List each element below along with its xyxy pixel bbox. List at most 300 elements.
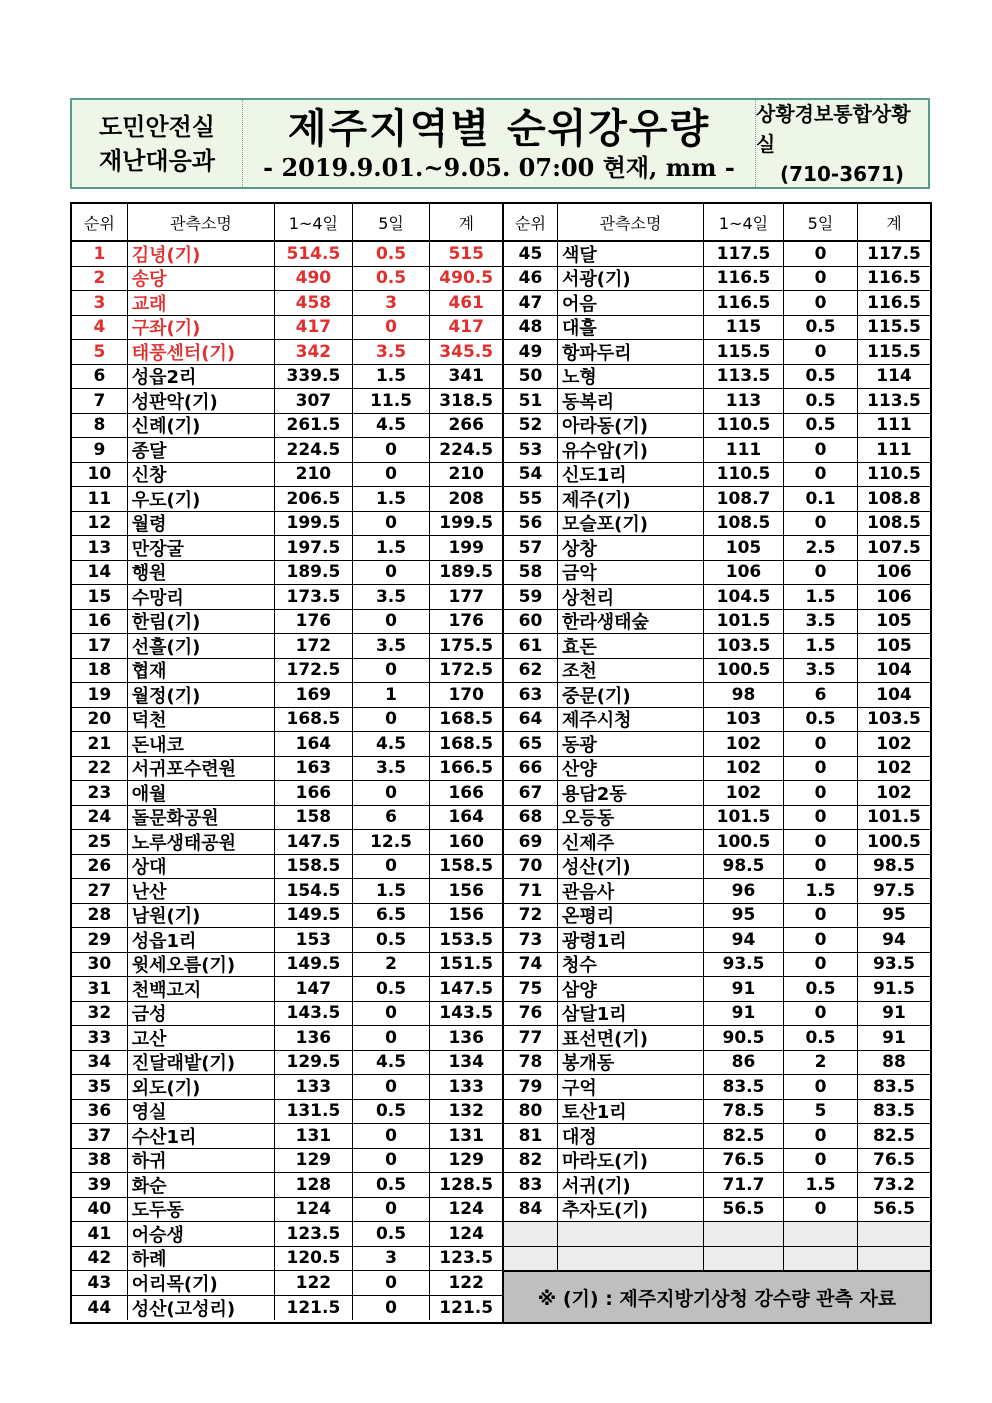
station-name: 우도(기) [131, 489, 201, 511]
table-row [504, 267, 930, 292]
rain-days-1-4-cell: 116.5 [704, 267, 784, 291]
rain-days-1-4-cell: 117.5 [704, 242, 784, 266]
rain-total-cell: 160 [448, 831, 484, 852]
table-row [72, 879, 502, 904]
rank-cell: 74 [504, 953, 558, 977]
table-row [504, 708, 930, 733]
rain-total-cell: 95 [882, 905, 906, 926]
table-row [72, 1124, 502, 1149]
col-header-total: 계 [458, 213, 474, 233]
rank-cell: 34 [72, 1051, 128, 1075]
rain-day-5-cell: 0 [784, 438, 858, 462]
table-row [504, 1002, 930, 1027]
station-name: 삼달1리 [562, 1004, 627, 1025]
rain-total-cell: 124 [448, 1223, 484, 1244]
station-name: 만장굴 [131, 538, 184, 560]
station-name-cell [558, 1173, 704, 1197]
table-row [504, 463, 930, 488]
rain-total-cell: 176 [448, 611, 484, 632]
rain-total-cell: 73.2 [873, 1174, 915, 1195]
station-name-cell [128, 1124, 275, 1148]
station-name-cell [558, 1002, 704, 1026]
rank-cell: 32 [72, 1002, 128, 1026]
station-name-cell [128, 1271, 275, 1295]
table-row [72, 1247, 502, 1272]
rain-total-cell: 115.5 [867, 317, 921, 338]
table-row [72, 291, 502, 316]
station-name-cell [558, 463, 704, 487]
station-name: 상천리 [562, 587, 615, 609]
rain-days-1-4-cell: 197.5 [275, 536, 353, 560]
table-row [504, 806, 930, 831]
station-name-cell [128, 830, 275, 854]
table-row [72, 1271, 502, 1296]
station-name-cell [128, 781, 275, 805]
rain-total-cell: 103.5 [867, 709, 921, 730]
station-name-cell [558, 1051, 704, 1075]
rain-total-cell: 170 [448, 684, 484, 705]
rain-day-5-cell: 0 [353, 512, 431, 536]
rain-days-1-4-cell: 169 [275, 683, 353, 707]
station-name: 상대 [131, 857, 167, 878]
rank-cell: 16 [72, 610, 128, 634]
rain-day-5-cell: 0 [353, 1198, 431, 1222]
station-name-cell [558, 316, 704, 340]
rank-cell: 37 [72, 1124, 128, 1148]
station-name: 성읍2리 [131, 367, 197, 388]
rain-total-cell: 129 [448, 1150, 484, 1171]
station-name: 돈내코 [131, 734, 184, 756]
station-name-cell [128, 904, 275, 928]
table-row [72, 610, 502, 635]
rain-day-5-cell: 3.5 [784, 610, 858, 634]
rank-cell: 33 [72, 1026, 128, 1050]
rain-day-5-cell: 0 [784, 291, 858, 315]
station-name: 서광(기) [562, 269, 631, 290]
table-row [504, 316, 930, 341]
rain-days-1-4-cell: 166 [275, 781, 353, 805]
rank-cell: 5 [72, 340, 128, 364]
station-name: 한라생태숲 [562, 612, 649, 633]
station-name: 금악 [562, 563, 597, 584]
rain-total-cell: 166 [448, 782, 484, 803]
station-name-cell [128, 389, 275, 413]
rain-day-5-cell: 0 [353, 1149, 431, 1173]
table-row [504, 438, 930, 463]
rain-days-1-4-cell: 100.5 [704, 830, 784, 854]
rain-days-1-4-cell: 149.5 [275, 953, 353, 977]
station-name-cell [128, 1173, 275, 1197]
rain-day-5-cell: 3.5 [353, 340, 431, 364]
table-row [504, 977, 930, 1002]
rain-days-1-4-cell: 91 [704, 1002, 784, 1026]
station-name-cell [558, 536, 704, 560]
rain-days-1-4-cell: 56.5 [704, 1198, 784, 1222]
rank-cell: 18 [72, 659, 128, 683]
col-header-day-5: 5일 [353, 204, 431, 240]
rank-cell: 67 [504, 781, 558, 805]
table-row [72, 365, 502, 390]
table-row [72, 708, 502, 733]
rain-days-1-4-cell: 120.5 [275, 1247, 353, 1271]
table-row [504, 757, 930, 782]
station-name: 태풍센터(기) [131, 342, 236, 364]
rain-total-cell: 98.5 [873, 856, 915, 877]
station-name-cell [558, 879, 704, 903]
station-name: 서귀포수련원 [131, 759, 237, 780]
station-name: 성산(기) [562, 857, 631, 878]
table-row [504, 1124, 930, 1149]
rain-day-5-cell: 0 [353, 1026, 431, 1050]
rain-days-1-4-cell: 206.5 [275, 487, 353, 511]
rain-day-5-cell: 0 [353, 708, 431, 732]
rain-total-cell: 143.5 [439, 1003, 494, 1024]
rank-cell: 55 [504, 487, 558, 511]
station-name-cell [128, 659, 275, 683]
rain-days-1-4-cell: 131 [275, 1124, 353, 1148]
station-name-cell [128, 708, 275, 732]
rain-days-1-4-cell: 93.5 [704, 953, 784, 977]
rank-cell: 53 [504, 438, 558, 462]
station-name-cell [558, 610, 704, 634]
station-name-cell [558, 904, 704, 928]
rank-cell: 60 [504, 610, 558, 634]
rain-total-cell: 177 [448, 586, 484, 607]
station-name-cell [558, 267, 704, 291]
rank-cell: 72 [504, 904, 558, 928]
rank-cell: 26 [72, 855, 128, 879]
rain-day-5-cell: 0.5 [784, 1026, 858, 1050]
rain-days-1-4-cell: 147.5 [275, 830, 353, 854]
station-name-cell [558, 683, 704, 707]
rain-days-1-4-cell: 94 [704, 928, 784, 952]
rain-day-5-cell: 0 [784, 830, 858, 854]
rain-days-1-4-cell: 189.5 [275, 561, 353, 585]
rank-cell: 42 [72, 1247, 128, 1271]
rain-day-5-cell: 0 [353, 463, 431, 487]
station-name-cell [558, 977, 704, 1001]
rain-day-5-cell: 0 [784, 340, 858, 364]
table-row [72, 1026, 502, 1051]
rain-total-cell: 108.8 [867, 488, 921, 509]
rain-day-5-cell: 3 [353, 291, 431, 315]
rank-cell: 75 [504, 977, 558, 1001]
rank-cell: 24 [72, 806, 128, 830]
rain-day-5-cell: 0.5 [784, 316, 858, 340]
rain-total-cell: 97.5 [873, 880, 915, 901]
rain-total-cell: 76.5 [873, 1150, 915, 1171]
table-row [504, 1198, 930, 1223]
rain-day-5-cell: 0.5 [784, 708, 858, 732]
station-name-cell [558, 806, 704, 830]
rank-cell: 84 [504, 1198, 558, 1222]
rain-total-cell: 107.5 [867, 537, 921, 558]
rank-cell: 76 [504, 1002, 558, 1026]
station-name: 표선면(기) [562, 1028, 649, 1050]
station-name-cell [128, 879, 275, 903]
rain-total-cell: 133 [448, 1076, 484, 1097]
station-name: 서귀(기) [562, 1175, 631, 1197]
station-name-cell [128, 1100, 275, 1124]
empty-cell [704, 1222, 784, 1246]
rain-day-5-cell: 4.5 [353, 414, 431, 438]
table-row [504, 855, 930, 880]
rain-day-5-cell: 0 [353, 438, 431, 462]
table-row [72, 267, 502, 292]
rain-day-5-cell: 1.5 [353, 879, 431, 903]
rain-total-cell: 114 [876, 366, 912, 387]
rain-day-5-cell: 0 [353, 1271, 431, 1295]
rain-days-1-4-cell: 121.5 [275, 1296, 353, 1321]
rank-cell: 83 [504, 1173, 558, 1197]
title-block [243, 100, 756, 187]
rain-total-cell: 122 [448, 1272, 484, 1293]
station-name: 광령1리 [562, 930, 627, 952]
table-header-row [504, 204, 930, 242]
rain-days-1-4-cell: 490 [275, 267, 353, 291]
station-name: 종달 [131, 440, 167, 462]
rain-days-1-4-cell: 458 [275, 291, 353, 315]
table-row [72, 512, 502, 537]
rain-days-1-4-cell: 153 [275, 928, 353, 952]
station-name: 오등동 [562, 808, 615, 829]
rank-cell: 36 [72, 1100, 128, 1124]
rank-cell: 82 [504, 1149, 558, 1173]
rank-cell: 50 [504, 365, 558, 389]
table-row [72, 830, 502, 855]
rain-days-1-4-cell: 98 [704, 683, 784, 707]
station-name-cell [128, 1296, 275, 1321]
rank-cell: 78 [504, 1051, 558, 1075]
rain-total-cell: 100.5 [867, 831, 921, 852]
rain-day-5-cell: 0.1 [784, 487, 858, 511]
table-row [72, 1296, 502, 1321]
station-name-cell [128, 928, 275, 952]
station-name: 노루생태공원 [131, 832, 237, 854]
table-row [504, 561, 930, 586]
rain-days-1-4-cell: 172 [275, 634, 353, 658]
rain-total-cell: 102 [876, 782, 912, 803]
rank-cell: 46 [504, 267, 558, 291]
rain-total-cell: 106 [876, 586, 912, 607]
rain-day-5-cell: 0 [784, 1075, 858, 1099]
rain-total-cell: 224.5 [439, 439, 494, 460]
table-row [72, 683, 502, 708]
table-row [504, 1173, 930, 1198]
rank-cell: 48 [504, 316, 558, 340]
rain-day-5-cell: 0 [784, 904, 858, 928]
rain-days-1-4-cell: 91 [704, 977, 784, 1001]
rain-day-5-cell: 6.5 [353, 904, 431, 928]
office-name: 상황경보통합상황실 [756, 101, 911, 156]
station-name: 신례(기) [131, 416, 201, 437]
rank-cell: 65 [504, 732, 558, 756]
rain-day-5-cell: 0 [353, 561, 431, 585]
rank-cell: 39 [72, 1173, 128, 1197]
station-name: 어리목(기) [131, 1273, 218, 1295]
station-name-cell [558, 414, 704, 438]
rain-day-5-cell: 0 [784, 855, 858, 879]
station-name: 협재 [131, 661, 167, 682]
rain-days-1-4-cell: 95 [704, 904, 784, 928]
rain-days-1-4-cell: 108.7 [704, 487, 784, 511]
rain-total-cell: 153.5 [439, 929, 494, 950]
rain-days-1-4-cell: 113.5 [704, 365, 784, 389]
rain-total-cell: 210 [448, 464, 484, 485]
rain-day-5-cell: 4.5 [353, 1051, 431, 1075]
station-name-cell [558, 659, 704, 683]
rank-cell: 27 [72, 879, 128, 903]
rank-cell: 28 [72, 904, 128, 928]
rain-day-5-cell: 0 [353, 1296, 431, 1321]
station-name: 관음사 [562, 881, 615, 903]
rain-days-1-4-cell: 101.5 [704, 806, 784, 830]
rain-days-1-4-cell: 78.5 [704, 1100, 784, 1124]
station-name-cell [128, 1149, 275, 1173]
rank-cell: 47 [504, 291, 558, 315]
rain-days-1-4-cell: 101.5 [704, 610, 784, 634]
station-name-cell [128, 1198, 275, 1222]
rain-day-5-cell: 0.5 [353, 977, 431, 1001]
station-name: 수망리 [131, 587, 184, 609]
station-name: 신제주 [562, 832, 615, 854]
table-row [504, 953, 930, 978]
station-name-cell [558, 1100, 704, 1124]
table-row [72, 242, 502, 267]
rain-total-cell: 83.5 [873, 1101, 915, 1122]
empty-cell [558, 1247, 704, 1271]
rain-days-1-4-cell: 83.5 [704, 1075, 784, 1099]
rain-days-1-4-cell: 116.5 [704, 291, 784, 315]
station-name: 고산 [131, 1028, 167, 1050]
rainfall-table-left [72, 204, 504, 1322]
rank-cell: 58 [504, 561, 558, 585]
rain-total-cell: 113.5 [867, 390, 921, 411]
rain-total-cell: 490.5 [439, 268, 494, 289]
rank-cell: 51 [504, 389, 558, 413]
table-row [72, 414, 502, 439]
rain-day-5-cell: 0 [784, 806, 858, 830]
rain-days-1-4-cell: 173.5 [275, 585, 353, 609]
rain-day-5-cell: 1.5 [353, 365, 431, 389]
col-header-station: 관측소명 [558, 204, 704, 240]
station-name: 봉개동 [562, 1053, 615, 1074]
rank-cell: 2 [72, 267, 128, 291]
rank-cell: 9 [72, 438, 128, 462]
station-name: 화순 [131, 1175, 167, 1197]
rain-days-1-4-cell: 129.5 [275, 1051, 353, 1075]
rain-day-5-cell: 3.5 [353, 585, 431, 609]
station-name: 금성 [131, 1004, 167, 1025]
rank-cell: 12 [72, 512, 128, 536]
rain-total-cell: 104 [876, 684, 912, 705]
rain-days-1-4-cell: 128 [275, 1173, 353, 1197]
rain-total-cell: 168.5 [439, 733, 494, 754]
rain-total-cell: 151.5 [439, 954, 494, 975]
table-row [504, 683, 930, 708]
rain-total-cell: 116.5 [867, 292, 921, 313]
station-name: 덕천 [131, 710, 167, 731]
empty-cell [504, 1247, 558, 1271]
station-name-cell [128, 953, 275, 977]
station-name: 행원 [131, 563, 167, 584]
rain-days-1-4-cell: 102 [704, 757, 784, 781]
report-header [70, 98, 930, 189]
rain-days-1-4-cell: 103 [704, 708, 784, 732]
rain-days-1-4-cell: 113 [704, 389, 784, 413]
rain-day-5-cell: 2.5 [784, 536, 858, 560]
rank-cell: 14 [72, 561, 128, 585]
rain-day-5-cell: 0.5 [353, 1173, 431, 1197]
rank-cell: 64 [504, 708, 558, 732]
table-header-row [72, 204, 502, 242]
rain-days-1-4-cell: 129 [275, 1149, 353, 1173]
rain-total-cell: 164 [448, 807, 484, 828]
rain-days-1-4-cell: 149.5 [275, 904, 353, 928]
station-name: 대정 [562, 1126, 597, 1148]
station-name-cell [128, 561, 275, 585]
rank-cell: 43 [72, 1271, 128, 1295]
station-name-cell [558, 781, 704, 805]
table-row [504, 389, 930, 414]
station-name: 영실 [131, 1102, 167, 1123]
rank-cell: 81 [504, 1124, 558, 1148]
rank-cell: 8 [72, 414, 128, 438]
empty-cell [784, 1247, 858, 1271]
table-row [72, 953, 502, 978]
rain-total-cell: 110.5 [867, 464, 921, 485]
rain-days-1-4-cell: 342 [275, 340, 353, 364]
rain-total-cell: 56.5 [873, 1199, 915, 1220]
station-name-cell [558, 365, 704, 389]
rain-days-1-4-cell: 104.5 [704, 585, 784, 609]
rain-day-5-cell: 0 [784, 1002, 858, 1026]
rain-total-cell: 132 [448, 1101, 484, 1122]
table-row [504, 879, 930, 904]
rank-cell: 3 [72, 291, 128, 315]
empty-cell [784, 1222, 858, 1246]
page-title: 제주지역별 순위강우량 [287, 105, 711, 152]
station-name-cell [128, 414, 275, 438]
table-row [504, 365, 930, 390]
table-row [504, 928, 930, 953]
station-name-cell [128, 463, 275, 487]
rank-cell: 54 [504, 463, 558, 487]
station-name-cell [128, 267, 275, 291]
station-name-cell [128, 291, 275, 315]
rank-cell: 56 [504, 512, 558, 536]
rank-cell: 15 [72, 585, 128, 609]
rain-total-cell: 101.5 [867, 807, 921, 828]
station-name-cell [128, 634, 275, 658]
station-name-cell [128, 536, 275, 560]
page-subtitle: - 2019.9.01.~9.05. 07:00 현재, mm - [263, 152, 735, 182]
station-name: 천백고지 [131, 979, 202, 1001]
empty-cell [858, 1247, 930, 1271]
rank-cell: 10 [72, 463, 128, 487]
rain-days-1-4-cell: 210 [275, 463, 353, 487]
rain-day-5-cell: 2 [353, 953, 431, 977]
rain-total-cell: 172.5 [439, 660, 494, 681]
rain-days-1-4-cell: 102 [704, 781, 784, 805]
station-name: 난산 [131, 881, 167, 903]
rain-total-cell: 189.5 [439, 562, 494, 583]
rain-day-5-cell: 0 [784, 781, 858, 805]
rank-cell: 70 [504, 855, 558, 879]
rain-day-5-cell: 0 [353, 1124, 431, 1148]
station-name-cell [558, 1149, 704, 1173]
station-name: 돌문화공원 [131, 808, 219, 829]
